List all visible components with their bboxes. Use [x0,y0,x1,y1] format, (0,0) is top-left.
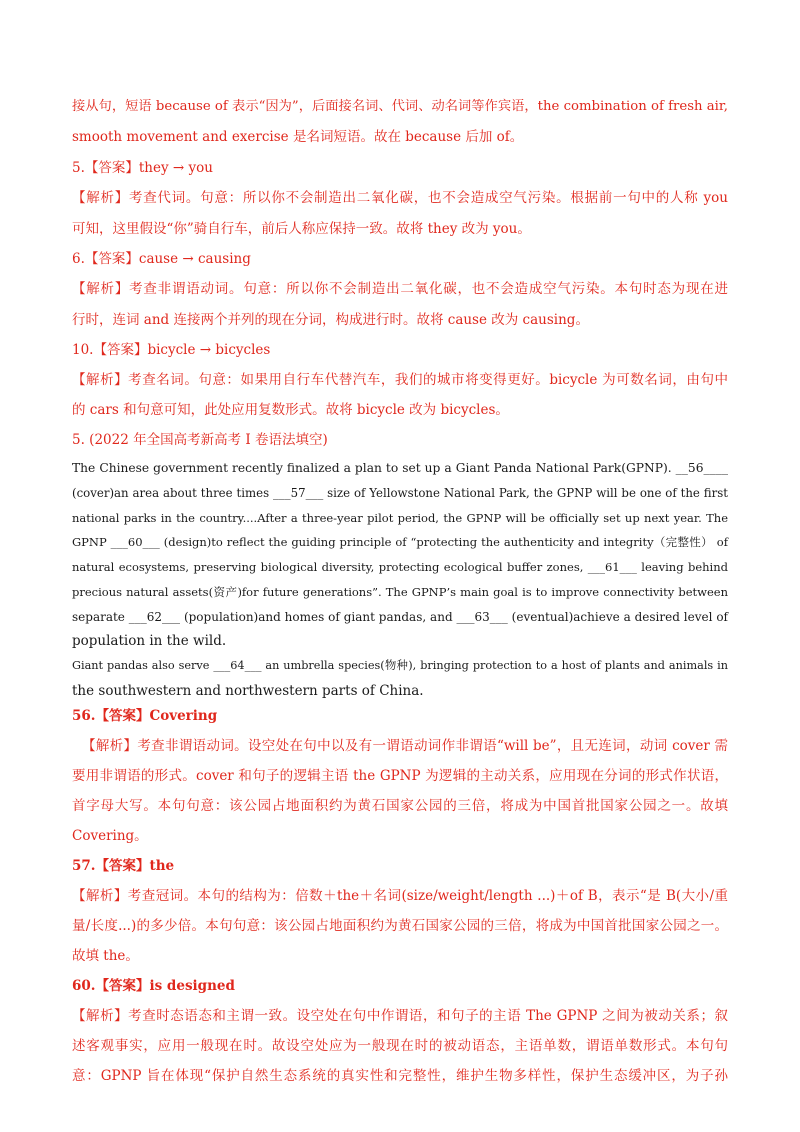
text-line: national parks in the country....After a three-year pilot period, the GPNP will be officially set up next year. The [72,511,728,525]
text-line: The Chinese government recently finalized a plan to set up a Giant Panda National Park(GPNP). __56____ [72,461,728,475]
text-line: 【解析】考查时态语态和主谓一致。设空处在句中作谓语，和句子的主语 The GPNP 之间为被动关系；叙 [72,1008,728,1024]
text-line: population in the wild. [72,633,227,649]
text-line: the southwestern and northwestern parts of China. [72,683,424,699]
text-line: 【解析】考查非谓语动词。设空处在句中以及有一谓语动词作非谓语“will be”，且无连词，动词 cover 需 [82,738,728,754]
text-line: Giant pandas also serve ___64___ an umbrella species(物种), bringing protection to a host of plants and animals in [72,659,728,672]
text-line: 【解析】考查名词。句意：如果用自行车代替汽车，我们的城市将变得更好。bicycle 为可数名词，由句中 [72,372,728,388]
text-line: 5.【答案】they → you [72,160,213,176]
text-line: 接从句，短语 because of 表示“因为”，后面接名词、代词、动名词等作宾语，the combination of fresh air, [72,99,728,114]
text-line: GPNP ___60___ (design)to reflect the guiding principle of “protecting the authenticity and integrity（完整性） of [72,535,728,549]
text-line: 60.【答案】is designed [72,978,235,994]
text-line: (cover)an area about three times ___57___ size of Yellowstone National Park, the GPNP will be one of the first [72,486,728,500]
text-line: 故填 the。 [72,948,139,964]
text-line: 的 cars 和句意可知，此处应用复数形式。故将 bicycle 改为 bicycles。 [72,402,509,418]
text-line: 意：GPNP 旨在体现“保护自然生态系统的真实性和完整性，维护生物多样性，保护生态缓冲区，为子孙 [72,1068,728,1084]
text-line: smooth movement and exercise 是名词短语。故在 because 后加 of。 [72,129,524,145]
text-line: 【解析】考查代词。句意：所以你不会制造出二氧化碳，也不会造成空气污染。根据前一句中的人称 you [72,190,728,206]
text-line: 量/长度...)的多少倍。本句句意：该公园占地面积约为黄石国家公园的三倍，将成为中国首批国家公园之一。 [72,918,728,934]
text-line: Covering。 [72,828,148,844]
text-line: 述客观事实，应用一般现在时。故设空处应为一般现在时的被动语态，主语单数，谓语单数形式。本句句 [72,1038,728,1054]
text-line: 57.【答案】the [72,858,175,874]
text-line: 首字母大写。本句句意：该公园占地面积约为黄石国家公园的三倍，将成为中国首批国家公园之一。故填 [72,798,728,814]
text-line: 可知，这里假设“你”骑自行车，前后人称应保持一致。故将 they 改为 you。 [72,221,531,237]
text-line: 5. (2022 年全国高考新高考 I 卷语法填空) [72,432,328,448]
text-line: 6.【答案】cause → causing [72,251,251,267]
text-line: 行时，连词 and 连接两个并列的现在分词，构成进行时。故将 cause 改为 causing。 [72,312,589,328]
text-line: 10.【答案】bicycle → bicycles [72,342,271,358]
text-line: natural ecosystems, preserving biological diversity, protecting ecological buffer zones, ___61___ leaving behind [72,560,728,574]
text-line: separate ___62___ (population)and homes of giant pandas, and ___63___ (eventual)achieve a desired level of [72,610,728,624]
text-line: precious natural assets(资产)for future generations”. The GPNP’s main goal is to improve connectivity between [72,585,728,599]
text-line: 【解析】考查非谓语动词。句意：所以你不会制造出二氧化碳，也不会造成空气污染。本句时态为现在进 [72,281,728,297]
text-line: 【解析】考查冠词。本句的结构为：倍数＋the＋名词(size/weight/length ...)＋of B，表示“是 B(大小/重 [72,888,728,904]
text-line: 56.【答案】Covering [72,708,218,724]
text-line: 要用非谓语的形式。cover 和句子的逻辑主语 the GPNP 为逻辑的主动关系，应用现在分词的形式作状语， [72,768,728,784]
